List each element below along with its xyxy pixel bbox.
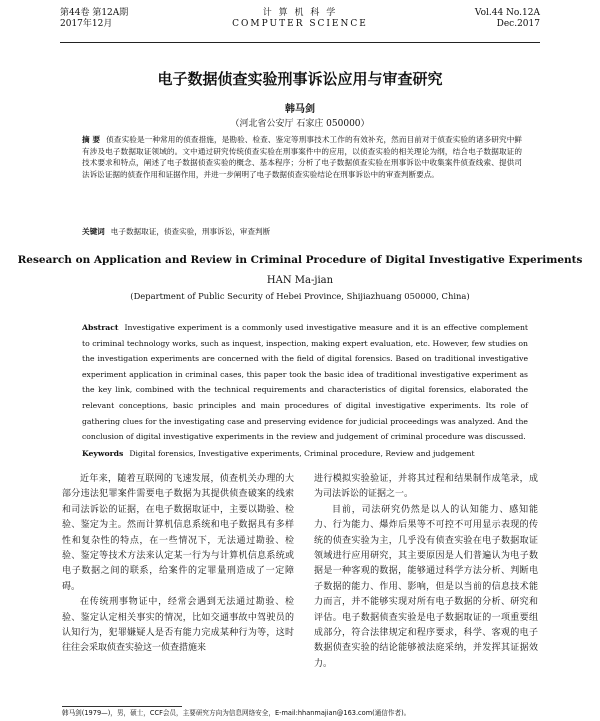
- body-paragraph: 近年来，随着互联网的飞速发展，侦查机关办理的大部分违法犯罪案件需要电子数据为其提供侦查破案的线索和司法诉讼的证据，在电子数据取证中，主要以勘验、检验、鉴定为主。然而计算机信息系统和电子数据具有多样性和复杂性的特点，在一些情况下，无法通过勘验、检验、鉴定等技术方法来认定某一行为与计算机信息系统或电子数据之间的联系，给案件的定罪量刑造成了一定障碍。: [62, 474, 294, 592]
- affiliation-cn: （河北省公安厅 石家庄 050000）: [230, 119, 370, 129]
- author-footnote: 韩马剑(1979—)，男，硕士，CCF会员，主要研究方向为信息网络安全，E-mail:hhanmajian@163.com(通信作者)。: [62, 709, 411, 717]
- keywords-label-en: Keywords: [82, 449, 124, 458]
- body-paragraph: 目前，司法研究仍然是以人的认知能力、感知能力、行为能力、爆炸后果等不可控不可用显示表现的传统的侦查实验为主，几乎没有侦查实验在电子数据取证领域进行应用研究，其主要原因是人们普遍认为电子数据是一种客观的数据，能够通过科学方法分析、判断电子数据的能力、作用、影响，但是以当前的信息技术能力而言，并不能够实现对所有电子数据的分析、研究和评估。电子数据侦查实验是电子数据取证的一项重要组成部分，符合法律规定和程序要求，科学、客观的电子数据侦查实验的结论能够被法庭采纳，并发挥其证据效力。: [314, 504, 538, 669]
- author-en: HAN Ma-jian: [266, 275, 334, 286]
- body-column-left: [62, 472, 294, 657]
- journal-name-en: COMPUTER SCIENCE: [232, 19, 368, 29]
- header-divider: [60, 42, 540, 43]
- keywords-en: [82, 448, 528, 460]
- footnote-divider: [62, 706, 182, 707]
- author-cn: 韩马剑: [285, 104, 315, 115]
- body-column-right: [314, 472, 538, 672]
- abstract-label-cn: 摘 要: [82, 135, 101, 144]
- body-paragraph: 进行模拟实验验证，并将其过程和结果制作成笔录，成为司法诉讼的证据之一。: [314, 474, 538, 500]
- abstract-en: [82, 320, 528, 445]
- volume-cn: 第44卷 第12A期: [60, 8, 129, 18]
- header-right: [475, 8, 540, 30]
- abstract-label-en: Abstract: [82, 323, 119, 332]
- running-header: [0, 8, 600, 42]
- abstract-cn: [82, 134, 522, 180]
- keywords-text-en: Digital forensics, Investigative experiments, Criminal procedure, Review and judgement: [129, 449, 475, 458]
- date-cn: 2017年12月: [60, 19, 113, 29]
- keywords-label-cn: 关键词: [82, 227, 105, 236]
- keywords-cn: [82, 226, 522, 237]
- title-cn: 电子数据侦查实验刑事诉讼应用与审查研究: [157, 70, 443, 88]
- keywords-text-cn: 电子数据取证，侦查实验，刑事诉讼，审查判断: [110, 227, 271, 236]
- affiliation-en: (Department of Public Security of Hebei Province, Shijiazhuang 050000, China): [130, 291, 470, 301]
- abstract-text-cn: 侦查实验是一种常用的侦查措施，是勘验、检查、鉴定等刑事技术工作的有效补充，然而目前对于侦查实验的诸多研究中鲜有涉及电子数据取证领域的。文中通过研究传统侦查实验在刑事案件中的应用，以侦查实验的相关理论为纲，结合电子数据取证的技术要求和特点，阐述了电子数据侦查实验的概念、基本程序；分析了电子数据侦查实验在刑事诉讼中收集案件侦查线索、提供司法诉讼证据的侦查作用和证据作用，并进一步阐明了电子数据侦查实验结论在刑事诉讼中的审查判断要点。: [82, 135, 522, 179]
- journal-name-cn: 计 算 机 科 学: [262, 8, 338, 18]
- date-en: Dec.2017: [496, 19, 540, 29]
- title-en: Research on Application and Review in Criminal Procedure of Digital Investigative Experiments: [17, 254, 583, 266]
- abstract-text-en: Investigative experiment is a commonly used investigative measure and it is an effective complement to criminal technology works, such as inquest, inspection, making expert evaluation, etc. However, few studies on the investigation experiments are concerned with the field of digital forensics. Based on traditional investigative experiment application in criminal cases, this paper took the basic idea of traditional investigative experiment as the key link, combined with the technical requirements and characteristics of digital forensics, elaborated the relevant conceptions, basic principles and main procedures of digital investigative experiments. Its role of gathering clues for the investigating case and preserving evidence for judicial proceedings was analyzed. And the conclusion of digital investigative experiments in the review and judgement of criminal procedure was discussed.: [82, 323, 528, 442]
- body-paragraph: 在传统刑事物证中，经常会遇到无法通过勘验、检验、鉴定认定相关事实的情况，比如交通事故中驾驶员的认知行为，犯罪嫌疑人是否有能力完成某种行为等，这时往往会采取侦查实验这一侦查措施来: [62, 597, 294, 654]
- volume-en: Vol.44 No.12A: [474, 8, 540, 18]
